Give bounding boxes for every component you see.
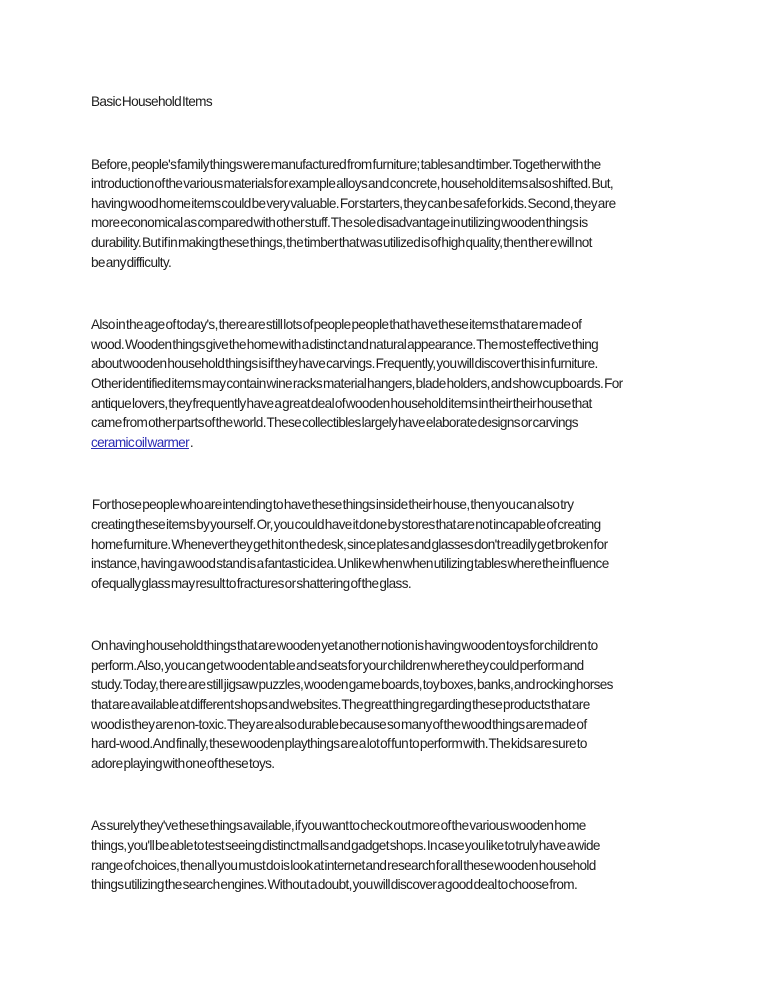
text-line: creating these items by yourself. Or, you could have it done by stores that are not incapable of creating xyxy=(91,516,601,532)
text-line: having wood home items could be very valuable. For starters, they can be safe for kids. Second, they are xyxy=(91,195,616,211)
document-content xyxy=(91,92,696,938)
paragraph xyxy=(91,495,696,593)
text-line: antique lovers, they frequently have a great deal of wooden household items in their their house that xyxy=(91,395,592,411)
text-line: wood. Wooden things give the home with a distinct and natural appearance. The most effective thing xyxy=(91,336,599,352)
text-line: came from other parts of the world. These collectibles largely have elaborate designs or carvings xyxy=(91,415,578,431)
text-line: study. Today, there are still jigsaw puzzles, wooden game boards, toy boxes, banks, and rocking horses xyxy=(91,677,613,693)
text-line: wood is they are non-toxic. They are also durable because so many of the wood things are made of xyxy=(91,716,587,732)
text-line: On having household things that are wooden yet another notion is having wooden toys for children to xyxy=(91,638,598,654)
text-line: home furniture. Whenever they get hit on the desk, since plates and glasses don't readily get broken for xyxy=(91,536,608,552)
text-line: perform. Also, you can get wooden table and seats for your children where they could perform and xyxy=(91,657,584,673)
text-line: Also in the age of today's, there are still lots of people people that have these items that are made of xyxy=(91,317,582,333)
text-line: durability. But if in making these things, the timber that was utilized is of high quality, then ther e will not xyxy=(91,234,592,250)
text-line: about wooden household things is if they have carvings. Frequently, you will discover this in furniture. xyxy=(91,356,598,372)
text-line: that are available at different shops and websites. The great thing regarding these products that are xyxy=(91,697,590,713)
paragraph xyxy=(91,636,696,773)
text-run: . xyxy=(188,434,194,450)
text-line: For those people who are intending to have these things inside their house, then you can also try xyxy=(91,497,574,513)
text-line: introduction of the various materials for example alloys and concrete, household items also shifted. But, xyxy=(91,176,614,192)
text-line: of equally glass may result to fractures or shattering of the glass. xyxy=(91,575,411,591)
paragraph xyxy=(91,155,696,273)
text-line: things, you'll be able to test seeing distinct malls and gadget shops. In case you like to truly have a wide xyxy=(91,838,600,854)
text-line: things utilizing the search engines. Without a doubt, you will discover a good deal to choose from. xyxy=(91,877,578,893)
text-line: adore playing with one of these toys. xyxy=(91,755,275,771)
text-line xyxy=(91,433,696,453)
ceramic-oil-warmer-link[interactable]: ceramic oil warmer xyxy=(91,434,189,450)
document-title: Basic Household Items xyxy=(91,94,212,109)
text-line: Other identified items may contain wine racks material hangers, blade holders, and show cupboards. For xyxy=(91,375,623,391)
text-line: instance, having a wood stand is a fantastic idea. Unlike when when utilizing tables where the influence xyxy=(91,556,609,572)
text-line: more economical as compared with other stuff. The sole disadvantage in utilizing wooden things is xyxy=(91,215,588,231)
text-line: Before, people's family things were manufactured from furniture; tables and timber. Together with the xyxy=(91,156,601,172)
text-line: hard-wood. And finally, these wooden playthings are a lot of fun to perform with. The kids are sure to xyxy=(91,736,587,752)
paragraph xyxy=(91,315,696,452)
document-body xyxy=(91,155,696,895)
paragraph xyxy=(91,816,696,894)
text-line: As surely they've these things available, if you want to check out more of the various wooden home xyxy=(91,818,586,834)
text-line: range of choices, then all you must do is look at internet and research for all these wooden household xyxy=(91,857,596,873)
text-line: be any difficulty. xyxy=(91,254,172,270)
